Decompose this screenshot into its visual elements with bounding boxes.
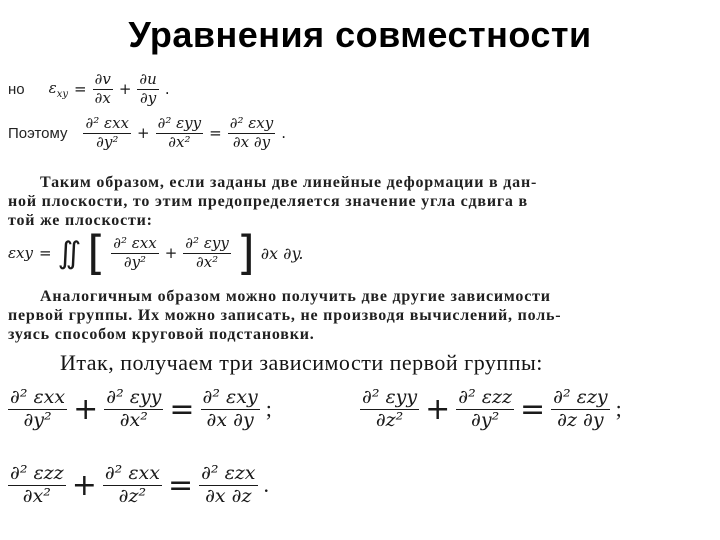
fraction: $\frac{\text{∂² εyy}}{\text{∂x²}}$ xyxy=(185,233,229,271)
fraction: $\frac{\text{∂² εxx}}{\text{∂y²}}$ xyxy=(10,386,66,431)
fraction: $\frac{\text{∂² εxy}}{\partial x \partial y}$ xyxy=(202,386,258,431)
fraction: $\frac{\text{∂² εyy}}{\text{∂x²}}$ xyxy=(157,114,202,151)
group-equation-2 xyxy=(360,388,622,431)
conclusion-line: Итак, получаем три зависимости первой группы: xyxy=(60,350,543,375)
strain-symbol: $\varepsilon_{xy}$ xyxy=(48,78,68,100)
semicolon: ; xyxy=(615,396,622,422)
fraction: $\frac{\text{∂² εxx}}{\text{∂z²}}$ xyxy=(104,462,160,507)
scanned-page xyxy=(0,66,720,540)
fraction: $\frac{\text{∂² εyy}}{\text{∂z²}}$ xyxy=(362,386,418,431)
fraction: $\frac{\partial v}{\partial x}$ xyxy=(94,70,111,107)
equation-therefore xyxy=(8,116,286,151)
double-integral: ∬ xyxy=(57,235,82,271)
group-equation-1 xyxy=(8,388,272,431)
paragraph-line: Аналогичным образом можно получить две другие зависимости xyxy=(40,288,551,305)
group-equation-3 xyxy=(8,464,269,507)
fraction: $\frac{\text{∂² εzz}}{\text{∂y²}}$ xyxy=(458,386,512,431)
fraction: $\frac{\text{∂² εzz}}{\text{∂x²}}$ xyxy=(10,462,64,507)
strain-symbol: εxy xyxy=(8,244,33,262)
plus-sign: + xyxy=(164,244,178,262)
differential: ∂x ∂y. xyxy=(260,243,304,263)
equals-sign: = xyxy=(209,124,222,143)
period: . xyxy=(263,472,269,498)
equation-label: Поэтому xyxy=(8,124,68,142)
fraction: $\frac{\text{∂² εzx}}{\partial x \partial z}$ xyxy=(201,462,256,507)
equation-but xyxy=(8,72,170,107)
fraction: $\frac{\text{∂² εyy}}{\text{∂x²}}$ xyxy=(106,386,162,431)
plus-sign: + xyxy=(71,467,97,503)
equals-sign: = xyxy=(74,80,87,99)
plus-sign: + xyxy=(73,391,99,427)
right-bracket: ] xyxy=(236,226,255,280)
equation-integral xyxy=(8,226,304,280)
equals-sign: = xyxy=(38,244,52,262)
paragraph-line: ной плоскости, то этим предопределяется значение угла сдвига в xyxy=(8,193,528,210)
equation-label: но xyxy=(8,80,25,98)
plus-sign: + xyxy=(118,80,132,99)
slide-title: Уравнения совместности xyxy=(128,14,592,55)
paragraph-line: первой группы. Их можно записать, не производя вычислений, поль- xyxy=(8,307,562,324)
paragraph-line: той же плоскости: xyxy=(8,212,153,229)
semicolon: ; xyxy=(265,396,272,422)
fraction: $\frac{\text{∂² εxx}}{\text{∂y²}}$ xyxy=(85,114,129,151)
paragraph-line: Таким образом, если заданы две линейные деформации в дан- xyxy=(40,174,538,191)
plus-sign: + xyxy=(425,391,451,427)
fraction: $\frac{\text{∂² εxy}}{\partial x \partial y}$ xyxy=(229,114,274,151)
fraction: $\frac{\text{∂² εzy}}{\partial z \partial y}$ xyxy=(553,386,608,431)
period: . xyxy=(164,80,170,99)
left-bracket: [ xyxy=(87,226,106,280)
equals-sign: = xyxy=(167,467,194,503)
paragraph-line: зуясь способом круговой подстановки. xyxy=(8,326,315,343)
fraction: $\frac{\partial u}{\partial y}$ xyxy=(139,70,157,107)
equals-sign: = xyxy=(169,391,195,427)
period: . xyxy=(281,124,287,143)
fraction: $\frac{\text{∂² εxx}}{\text{∂y²}}$ xyxy=(113,233,157,271)
equals-sign: = xyxy=(520,391,546,427)
plus-sign: + xyxy=(137,124,150,143)
